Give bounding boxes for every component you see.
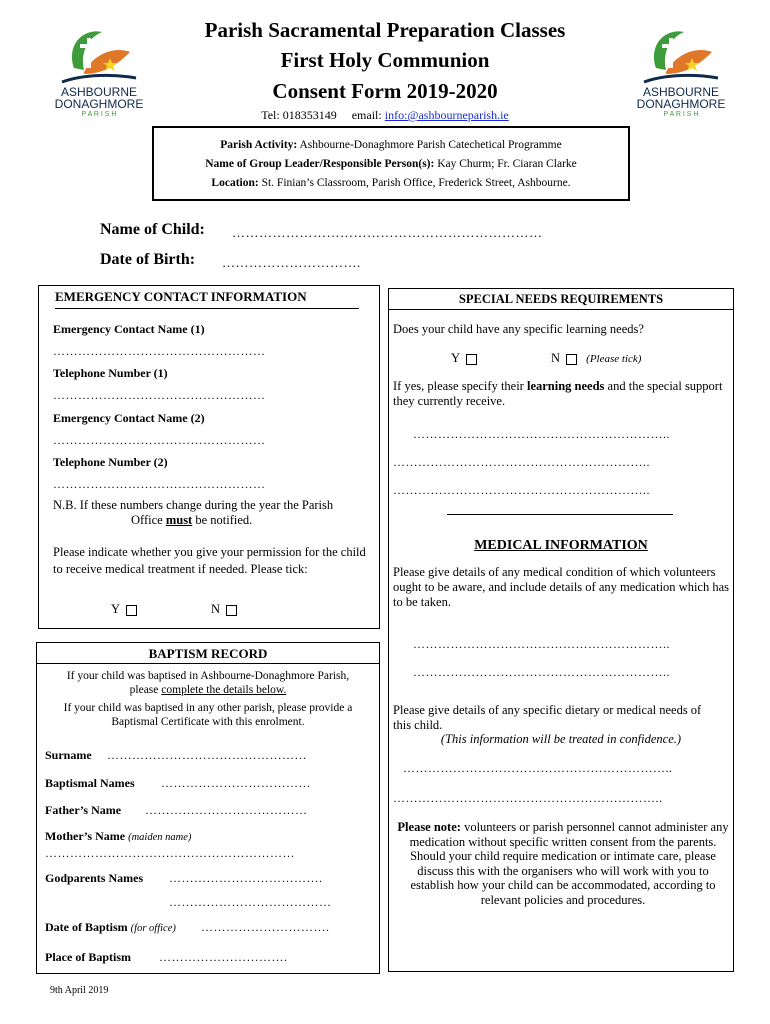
baptismal-names-label: Baptismal Names xyxy=(45,776,135,790)
no-checkbox[interactable] xyxy=(226,605,237,616)
title-line-1: Parish Sacramental Preparation Classes xyxy=(204,18,566,42)
dietary-field-1[interactable]: ……………………………………………………….. xyxy=(403,761,673,775)
nb-must: must xyxy=(165,513,193,527)
title-line-2: First Holy Communion xyxy=(280,48,490,72)
surname-field[interactable]: ………………………………………… xyxy=(107,748,307,762)
no-label: N xyxy=(551,351,561,365)
nb-line-1: N.B. If these numbers change during the year the Parish xyxy=(53,498,334,512)
logo-wordmark-2: DONAGHMORE xyxy=(636,97,726,111)
specify-bold: learning needs xyxy=(526,379,605,393)
baptism-divider xyxy=(37,663,379,664)
nb-office: Office xyxy=(131,513,166,527)
learning-needs-field-1[interactable]: …………………………………………………….. xyxy=(413,427,670,441)
leader-label: Name of Group Leader/Responsible Person(s): xyxy=(205,158,435,170)
telephone-1-label: Telephone Number (1) xyxy=(53,366,168,380)
special-needs-box xyxy=(388,288,734,972)
footer-date: 9th April 2019 xyxy=(50,985,109,996)
emergency-contact-2-field[interactable]: …………………………………………… xyxy=(53,433,266,447)
no-label: N xyxy=(211,602,221,616)
contact-line xyxy=(0,108,770,123)
special-needs-heading: SPECIAL NEEDS REQUIREMENTS xyxy=(458,292,664,306)
tick-note: (Please tick) xyxy=(586,353,642,365)
permission-no[interactable] xyxy=(211,602,237,617)
logo-wordmark-3: P A R I S H xyxy=(663,111,699,118)
no-checkbox[interactable] xyxy=(566,354,577,365)
activity-box xyxy=(152,126,630,201)
note-bold: Please note: xyxy=(397,820,461,834)
title-line-3: Consent Form 2019-2020 xyxy=(272,79,498,103)
logo-wordmark-1: ASHBOURNE xyxy=(60,85,137,99)
specify-pre: If yes, please specify their xyxy=(393,379,527,393)
logo-wordmark-3: P A R I S H xyxy=(81,111,117,118)
permission-text: Please indicate whether you give your permission for the child to receive medical treatment if needed. Please tick: xyxy=(53,545,366,576)
telephone-2-label: Telephone Number (2) xyxy=(53,455,168,469)
yes-checkbox[interactable] xyxy=(466,354,477,365)
please-note xyxy=(397,820,729,907)
location-label: Location: xyxy=(211,177,259,189)
date-of-baptism-field[interactable]: …………………………. xyxy=(201,920,330,934)
learning-needs-question: Does your child have any specific learning needs? xyxy=(393,322,644,336)
godparents-field-2[interactable]: ………………………………… xyxy=(169,895,332,909)
email-link[interactable]: info:@ashbourneparish.ie xyxy=(384,108,509,122)
godparents-field[interactable]: ………………………………. xyxy=(169,871,323,885)
medical-text: Please give details of any medical condition of which volunteers ought to be aware, and include details of any medication which has to be taken. xyxy=(393,565,730,609)
note-1-underline: complete the details below. xyxy=(161,684,287,696)
baptismal-names-field[interactable]: ……………………………… xyxy=(161,776,311,790)
dietary-text: Please give details of any specific dietary or medical needs of this child. xyxy=(393,703,702,732)
specify-text xyxy=(393,379,729,409)
confidence-text: (This information will be treated in confidence.) xyxy=(440,732,682,746)
baptism-note-2: If your child was baptised in any other parish, please provide a Baptismal Certificate with this enrolment. xyxy=(63,702,353,728)
learning-needs-field-2[interactable]: …………………………………………………….. xyxy=(393,455,650,469)
emergency-contact-1-field[interactable]: …………………………………………… xyxy=(53,344,266,358)
place-of-baptism-label: Place of Baptism xyxy=(45,950,131,964)
logo-wordmark-2: DONAGHMORE xyxy=(54,97,144,111)
medical-field-2[interactable]: …………………………………………………….. xyxy=(413,665,670,679)
medical-heading: MEDICAL INFORMATION xyxy=(474,538,648,553)
medical-field-1[interactable]: …………………………………………………….. xyxy=(413,637,670,651)
location-value: St. Finian’s Classroom, Parish Office, Frederick Street, Ashbourne. xyxy=(258,177,571,189)
father-name-label: Father’s Name xyxy=(45,803,122,817)
specify-post: and the special support they currently receive. xyxy=(393,379,723,408)
child-name-field[interactable]: …………………………………………………………… xyxy=(232,225,543,240)
email-label: email: xyxy=(351,108,382,122)
dietary-field-2[interactable]: ……………………………………………………….. xyxy=(393,791,663,805)
activity-value: Ashbourne-Donaghmore Parish Catechetical Programme xyxy=(297,139,562,151)
confidence-note xyxy=(393,732,729,747)
date-label-text: Date of Baptism xyxy=(45,920,128,934)
learning-needs-field-3[interactable]: …………………………………………………….. xyxy=(393,483,650,497)
godparents-label: Godparents Names xyxy=(45,871,144,885)
special-needs-divider xyxy=(389,309,733,310)
emergency-heading: EMERGENCY CONTACT INFORMATION xyxy=(55,289,359,309)
note-text: volunteers or parish personnel cannot administer any medication without specific written consent from the parents. Should your child require medication or intimate care, please discuss this with the organisers who will work with you to establish how your child can be accommodated, according to relevant policies and procedures. xyxy=(409,820,729,907)
yes-label: Y xyxy=(451,351,461,365)
mother-name-label xyxy=(45,829,191,844)
surname-label: Surname xyxy=(45,748,92,762)
nb-line-2 xyxy=(53,513,369,528)
logo-wordmark-1: ASHBOURNE xyxy=(642,85,719,99)
location-row xyxy=(154,177,628,189)
baptism-heading: BAPTISM RECORD xyxy=(148,646,268,661)
activity-label: Parish Activity: xyxy=(220,139,298,151)
office-note: (for office) xyxy=(130,923,176,934)
date-of-baptism-label xyxy=(45,920,176,935)
nb-note xyxy=(53,498,369,528)
section-separator xyxy=(447,514,673,515)
dob-label: Date of Birth: xyxy=(100,251,196,268)
phone-number: Tel: 018353149 xyxy=(261,108,337,122)
permission-yes[interactable] xyxy=(111,602,137,617)
place-of-baptism-field[interactable]: …………………………. xyxy=(159,950,288,964)
note-1-please: please xyxy=(129,684,162,696)
emergency-contact-box xyxy=(38,285,380,629)
note-1-line-1: If your child was baptised in Ashbourne-Donaghmore Parish, xyxy=(66,670,350,682)
yes-checkbox[interactable] xyxy=(126,605,137,616)
learning-no[interactable] xyxy=(551,351,641,367)
telephone-2-field[interactable]: …………………………………………… xyxy=(53,477,266,491)
father-name-field[interactable]: ………………………………… xyxy=(145,803,308,817)
learning-yes[interactable] xyxy=(451,351,477,366)
dob-field[interactable]: …………………………. xyxy=(222,255,361,270)
activity-row xyxy=(154,139,628,151)
mother-name-field[interactable]: …………………………………………………… xyxy=(45,846,295,860)
emergency-contact-2-label: Emergency Contact Name (2) xyxy=(53,411,205,425)
note-1-line-2 xyxy=(41,683,375,697)
yes-label: Y xyxy=(111,602,121,616)
mother-label-text: Mother’s Name xyxy=(45,829,126,843)
emergency-contact-1-label: Emergency Contact Name (1) xyxy=(53,322,205,336)
nb-notified: be notified. xyxy=(192,513,253,527)
leader-row xyxy=(154,158,628,170)
baptism-note-1 xyxy=(41,669,375,697)
child-name-label: Name of Child: xyxy=(100,221,205,238)
telephone-1-field[interactable]: …………………………………………… xyxy=(53,388,266,402)
baptism-record-box xyxy=(36,642,380,974)
leader-value: Kay Churm; Fr. Ciaran Clarke xyxy=(434,158,577,170)
maiden-name-note: (maiden name) xyxy=(128,832,192,843)
